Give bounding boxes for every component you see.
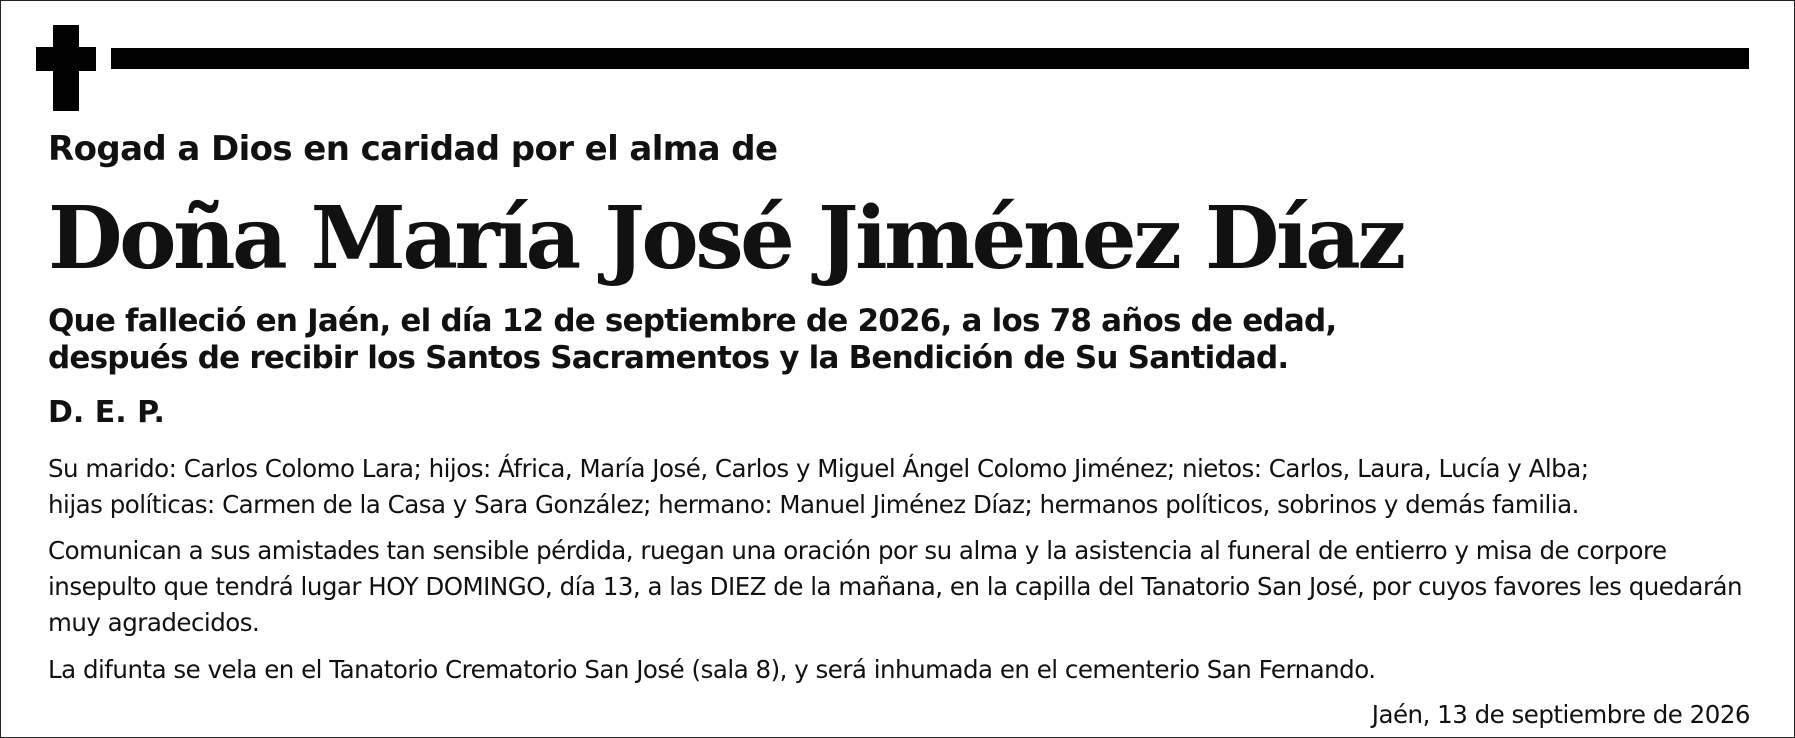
funeral-line: muy agradecidos.: [48, 608, 260, 637]
vigil-paragraph: La difunta se vela en el Tanatorio Crematorio San José (sala 8), y será inhumada en el cementerio San Fernando.: [48, 655, 1376, 684]
family-line: Su marido: Carlos Colomo Lara; hijos: África, María José, Carlos y Miguel Ángel Colomo Jiménez; nietos: Carlos, Laura, Lucía y Alba;: [48, 454, 1589, 483]
intro-text: Rogad a Dios en caridad por el alma de: [48, 129, 778, 169]
place-date: Jaén, 13 de septiembre de 2026: [1371, 700, 1750, 729]
death-details: [48, 303, 1336, 377]
funeral-line: Comunican a sus amistades tan sensible pérdida, ruegan una oración por su alma y la asistencia al funeral de entierro y misa de corpore: [48, 536, 1667, 565]
rip-abbreviation: D. E. P.: [48, 395, 165, 430]
funeral-line: insepulto que tendrá lugar HOY DOMINGO, día 13, a las DIEZ de la mañana, en la capilla del Tanatorio San José, por cuyos favores les quedarán: [48, 572, 1743, 601]
mourning-rule: [111, 48, 1749, 69]
death-line: Que falleció en Jaén, el día 12 de septiembre de 2026, a los 78 años de edad,: [48, 303, 1337, 339]
family-paragraph: [48, 451, 1588, 523]
family-line: hijas políticas: Carmen de la Casa y Sara González; hermano: Manuel Jiménez Díaz; hermanos políticos, sobrinos y demás familia.: [48, 490, 1579, 519]
deceased-name: Doña María José Jiménez Díaz: [48, 188, 1403, 289]
death-line: después de recibir los Santos Sacramentos y la Bendición de Su Santidad.: [48, 340, 1289, 376]
cross-horizontal-bar: [36, 47, 96, 71]
funeral-paragraph: [48, 533, 1742, 641]
